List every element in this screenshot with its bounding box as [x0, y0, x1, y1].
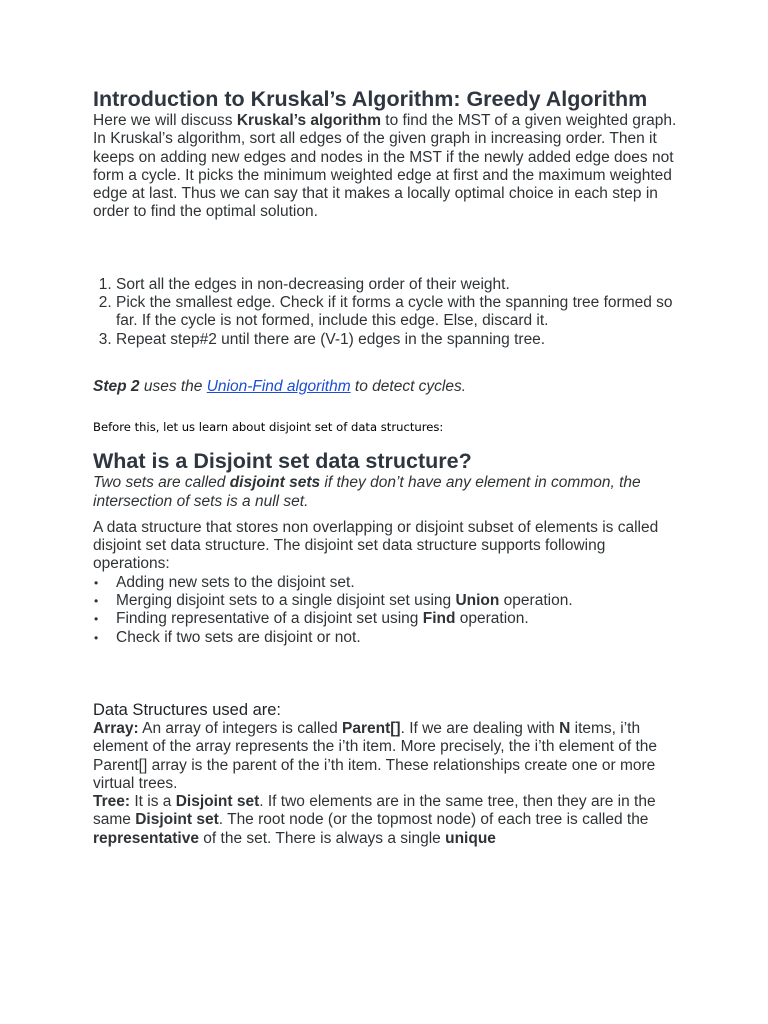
operation-text: Merging disjoint sets to a single disjoint set using [116, 592, 456, 610]
operations-list [93, 574, 678, 647]
steps-list [93, 276, 678, 349]
step-note-bold: Step 2 [93, 377, 140, 395]
tree-label: Tree: [93, 793, 131, 811]
operation-text: Check if two sets are disjoint or not. [116, 628, 361, 646]
tree-bold: unique [445, 829, 496, 847]
disjoint-definition [93, 474, 678, 511]
operation-text: Finding representative of a disjoint set using [116, 610, 423, 628]
disjoint-heading: What is a Disjoint set data structure? [93, 449, 472, 474]
page-title: Introduction to Kruskal’s Algorithm: Greedy Algorithm [93, 87, 648, 111]
array-text: . If we are dealing with [400, 719, 560, 737]
step-item: 1. Sort all the edges in non-decreasing order of their weight. [116, 276, 678, 294]
array-text: items, i’th element of the array represents the i’th item. More precisely, the i’th element of the Parent[] array is the parent of the i’th item. These relationships create one or more virtual trees. [93, 719, 658, 792]
ds-used-heading: Data Structures used are: [93, 700, 282, 719]
tree-text: It is a [130, 793, 176, 811]
operation-text-end: operation. [499, 592, 573, 610]
definition-text: Two sets are called [93, 474, 230, 492]
operation-text: Adding new sets to the disjoint set. [116, 573, 355, 591]
tree-bold: Disjoint set [135, 811, 219, 829]
array-text: An array of integers is called [138, 719, 342, 737]
ds-intro-paragraph: A data structure that stores non overlapping or disjoint subset of elements is called disjoint set data structure. The disjoint set data structure supports following operations: [93, 518, 659, 573]
array-label: Array: [93, 719, 139, 737]
operation-bold: Find [422, 610, 456, 628]
operation-item [116, 592, 678, 610]
intro-bold: Kruskal’s algorithm [236, 112, 381, 129]
before-note: Before this, let us learn about disjoint set of data structures: [93, 420, 444, 435]
array-bold: N [559, 719, 571, 737]
step-item: 3. Repeat step#2 until there are (V-1) edges in the spanning tree. [116, 331, 678, 349]
step-note-text: uses the [139, 377, 207, 395]
operation-bold: Union [455, 592, 500, 610]
tree-bold: representative [93, 829, 199, 847]
definition-text-end: if they don’t have any element in common, the intersection of sets is a null set. [93, 474, 641, 510]
step-note [93, 378, 678, 396]
document-content [93, 86, 678, 848]
intro-paragraph [93, 112, 678, 130]
union-find-link[interactable]: Union-Find algorithm [206, 377, 351, 395]
tree-bold: Disjoint set [175, 793, 260, 811]
intro-text-end: to find the MST of a given weighted graph. [381, 112, 677, 129]
tree-paragraph [93, 793, 678, 848]
step-item: 2. Pick the smallest edge. Check if it forms a cycle with the spanning tree formed so far. If the cycle is not formed, include this edge. Else, discard it. [116, 294, 678, 331]
array-bold: Parent[] [342, 719, 401, 737]
operation-item [116, 629, 678, 647]
operation-text-end: operation. [455, 610, 529, 628]
definition-bold: disjoint sets [229, 474, 321, 492]
tree-text: . If two elements are in the same tree, then they are in the same [93, 793, 656, 829]
sort-paragraph: In Kruskal’s algorithm, sort all edges of the given graph in increasing order. Then it keeps on adding new edges and nodes in the MST if the newly added edge does not form a cycle. It picks the minimum weighted edge at first and the maximum weighted edge at last. Thus we can say that it makes a locally optimal choice in each step in order to find the optimal solution. [93, 130, 674, 221]
tree-text: . The root node (or the topmost node) of each tree is called the [218, 811, 649, 829]
tree-text: of the set. There is always a single [198, 829, 446, 847]
step-note-text-end: to detect cycles. [350, 377, 467, 395]
intro-text: Here we will discuss [93, 112, 237, 129]
array-paragraph [93, 720, 678, 793]
operation-item [116, 574, 678, 592]
operation-item [116, 610, 678, 628]
